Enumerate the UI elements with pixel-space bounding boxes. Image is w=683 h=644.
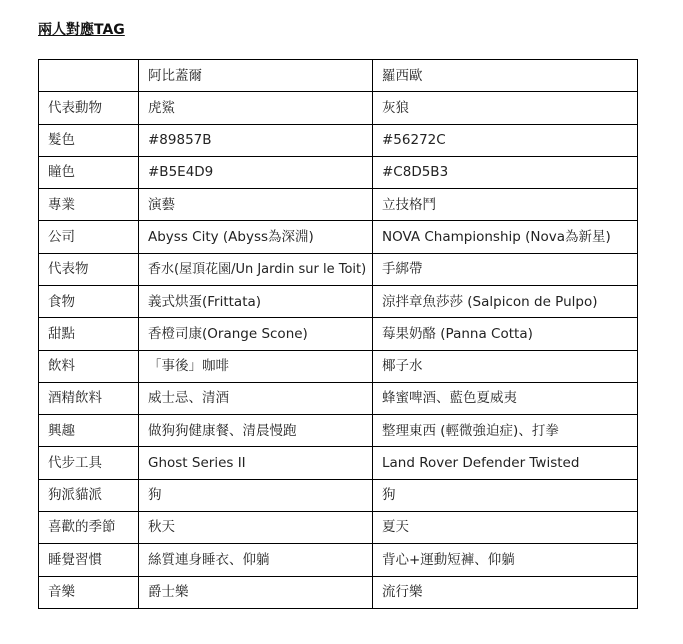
value-a: 演藝	[139, 189, 373, 221]
value-b: #C8D5B3	[373, 156, 638, 188]
value-b: 整理東西 (輕微強迫症)、打拳	[373, 415, 638, 447]
table-row	[39, 544, 638, 576]
value-b: 椰子水	[373, 350, 638, 382]
value-a: 香橙司康(Orange Scone)	[139, 318, 373, 350]
table-row	[39, 92, 638, 124]
row-label: 代表物	[39, 253, 139, 285]
value-a: 秋天	[139, 511, 373, 543]
value-b: 流行樂	[373, 576, 638, 609]
row-label: 興趣	[39, 415, 139, 447]
page-title: 兩人對應TAG	[38, 22, 125, 38]
value-b: 涼拌章魚莎莎 (Salpicon de Pulpo)	[373, 285, 638, 317]
table-row	[39, 447, 638, 479]
table-row	[39, 285, 638, 317]
row-label: 瞳色	[39, 156, 139, 188]
value-b: 手綁帶	[373, 253, 638, 285]
row-label: 酒精飲料	[39, 382, 139, 414]
table-row	[39, 124, 638, 156]
row-label: 飲料	[39, 350, 139, 382]
row-label: 食物	[39, 285, 139, 317]
value-b: 立技格鬥	[373, 189, 638, 221]
table-row	[39, 382, 638, 414]
table-row	[39, 189, 638, 221]
value-a: #B5E4D9	[139, 156, 373, 188]
row-label: 髮色	[39, 124, 139, 156]
value-a: 做狗狗健康餐、清晨慢跑	[139, 415, 373, 447]
value-a: 義式烘蛋(Frittata)	[139, 285, 373, 317]
value-a: Abyss City (Abyss為深淵)	[139, 221, 373, 253]
value-b: 狗	[373, 479, 638, 511]
table-row	[39, 350, 638, 382]
value-a: 威士忌、清酒	[139, 382, 373, 414]
value-b: 蜂蜜啤酒、藍色夏威夷	[373, 382, 638, 414]
header-row	[39, 60, 638, 92]
table-row	[39, 156, 638, 188]
table-row	[39, 221, 638, 253]
row-label: 甜點	[39, 318, 139, 350]
value-b: 灰狼	[373, 92, 638, 124]
row-label: 代表動物	[39, 92, 139, 124]
value-a: 狗	[139, 479, 373, 511]
header-name-b: 羅西歐	[373, 60, 638, 92]
header-label-cell	[39, 60, 139, 92]
table-row	[39, 318, 638, 350]
value-a: 爵士樂	[139, 576, 373, 609]
row-label: 睡覺習慣	[39, 544, 139, 576]
value-a: Ghost Series II	[139, 447, 373, 479]
row-label: 專業	[39, 189, 139, 221]
table-row	[39, 415, 638, 447]
value-b: #56272C	[373, 124, 638, 156]
comparison-table	[38, 59, 638, 609]
table-row	[39, 253, 638, 285]
value-b: 背心+運動短褲、仰躺	[373, 544, 638, 576]
value-a: 「事後」咖啡	[139, 350, 373, 382]
value-b: 莓果奶酪 (Panna Cotta)	[373, 318, 638, 350]
row-label: 狗派貓派	[39, 479, 139, 511]
table-row	[39, 479, 638, 511]
row-label: 喜歡的季節	[39, 511, 139, 543]
value-b: Land Rover Defender Twisted	[373, 447, 638, 479]
row-label: 音樂	[39, 576, 139, 609]
value-b: 夏天	[373, 511, 638, 543]
table-row	[39, 511, 638, 543]
value-a: 香水(屋頂花園/Un Jardin sur le Toit)	[139, 253, 373, 285]
value-a: 絲質連身睡衣、仰躺	[139, 544, 373, 576]
value-b: NOVA Championship (Nova為新星)	[373, 221, 638, 253]
row-label: 代步工具	[39, 447, 139, 479]
header-name-a: 阿比蓋爾	[139, 60, 373, 92]
table-row	[39, 576, 638, 609]
row-label: 公司	[39, 221, 139, 253]
value-a: #89857B	[139, 124, 373, 156]
value-a: 虎鯊	[139, 92, 373, 124]
